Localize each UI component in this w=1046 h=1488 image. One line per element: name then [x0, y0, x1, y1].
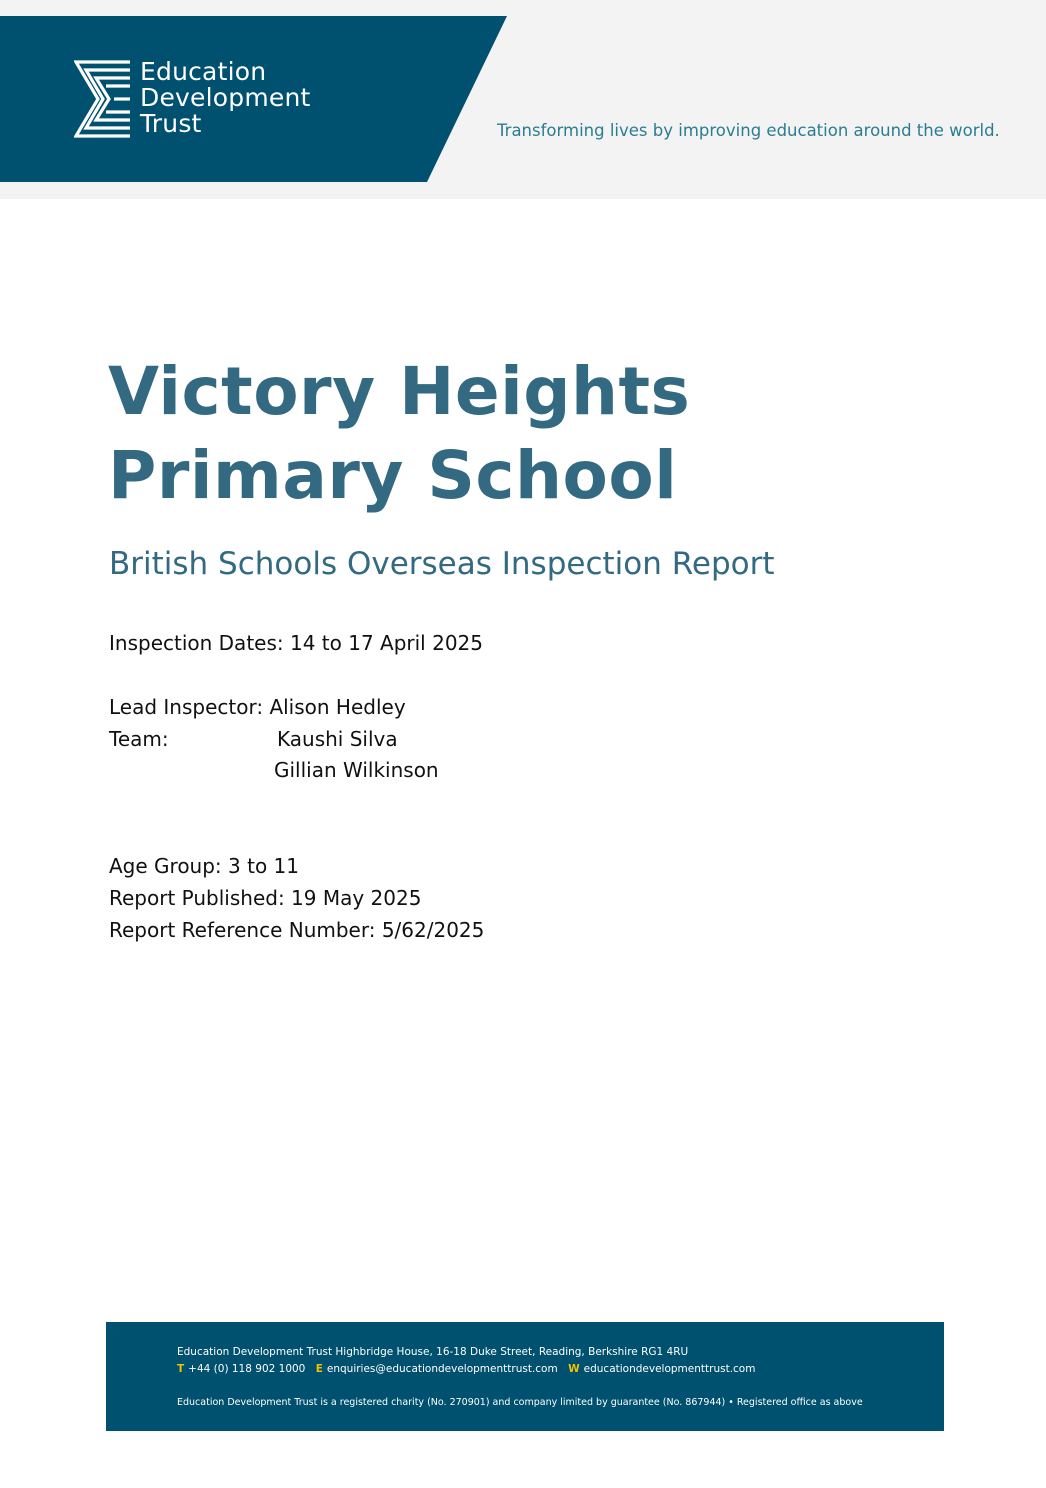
footer-address: Education Development Trust Highbridge House, 16-18 Duke Street, Reading, Berkshire RG1 4RU	[177, 1346, 689, 1358]
web-key: W	[568, 1363, 580, 1375]
logo-line-2: Development	[140, 83, 311, 112]
tagline: Transforming lives by improving education around the world.	[497, 121, 1000, 140]
logo-wordmark	[140, 59, 311, 137]
edt-logo-icon	[74, 59, 132, 139]
footer-phone: +44 (0) 118 902 1000	[188, 1363, 306, 1375]
footer-web: educationdevelopmenttrust.com	[583, 1363, 756, 1375]
team-member-2: Gillian Wilkinson	[274, 758, 439, 782]
title-line-2: Primary School	[108, 437, 678, 514]
phone-key: T	[177, 1363, 185, 1375]
report-reference: Report Reference Number: 5/62/2025	[109, 918, 485, 942]
report-subtitle: British Schools Overseas Inspection Report	[109, 546, 775, 582]
inspection-dates: Inspection Dates: 14 to 17 April 2025	[109, 631, 483, 655]
age-group: Age Group: 3 to 11	[109, 854, 299, 878]
report-published: Report Published: 19 May 2025	[109, 886, 422, 910]
footer-charity: Education Development Trust is a registered charity (No. 270901) and company limited by guarantee (No. 867944) • Registered office as above	[177, 1397, 863, 1408]
title-line-1: Victory Heights	[108, 353, 691, 430]
team-label: Team:	[109, 727, 169, 751]
logo-line-1: Education	[140, 57, 267, 86]
page-title	[108, 350, 690, 518]
footer-email: enquiries@educationdevelopmenttrust.com	[326, 1363, 558, 1375]
footer	[106, 1322, 944, 1431]
team-member-1: Kaushi Silva	[277, 727, 398, 751]
email-key: E	[315, 1363, 323, 1375]
footer-contacts	[177, 1363, 755, 1375]
logo-line-3: Trust	[140, 109, 202, 138]
lead-inspector: Lead Inspector: Alison Hedley	[109, 695, 406, 719]
